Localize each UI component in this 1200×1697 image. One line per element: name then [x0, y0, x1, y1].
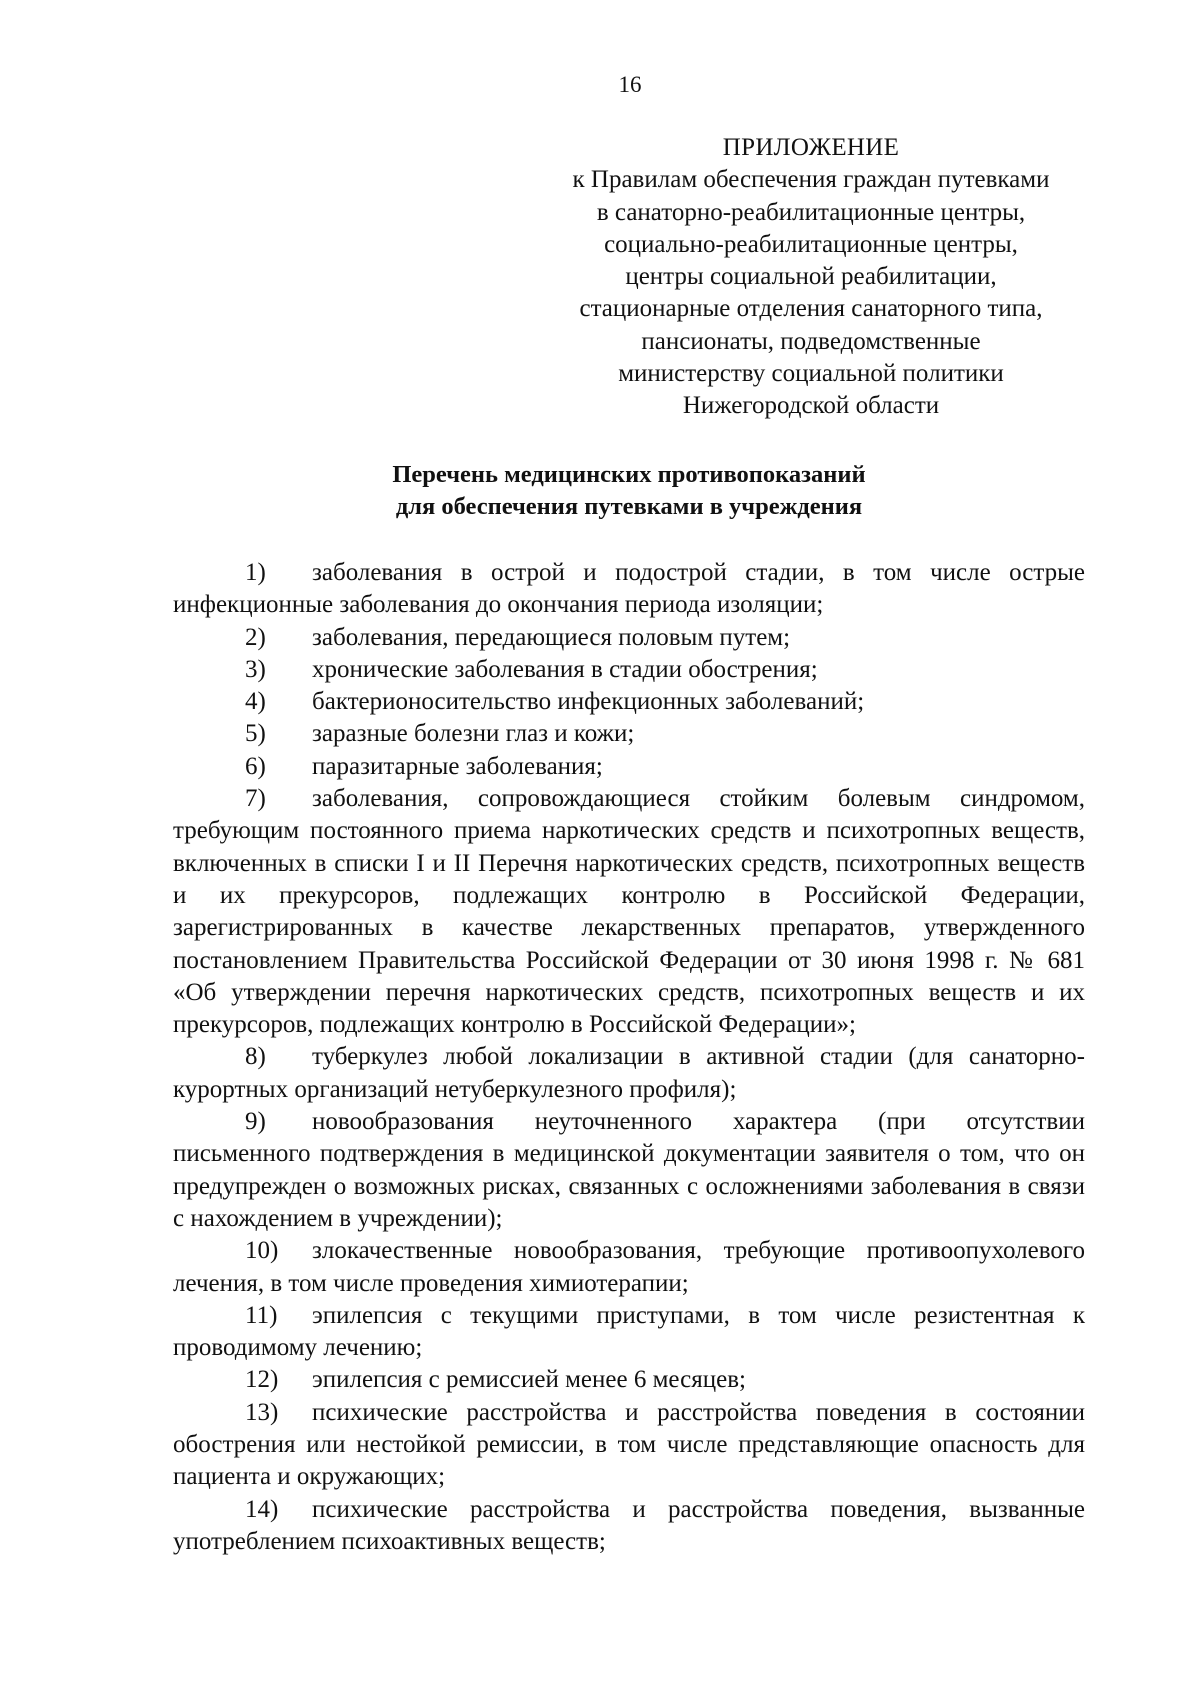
list-item: [173, 622, 1085, 654]
item-text: эпилепсия с текущими приступами, в том числе резистентная к проводимому лечению;: [173, 1301, 1085, 1362]
appendix-line: в санаторно-реабилитационные центры,: [596, 198, 1026, 226]
appendix-line: Нижегородской области: [682, 392, 940, 420]
item-text: злокачественные новообразования, требующие противоопухолевого лечения, в том числе проведения химиотерапии;: [173, 1237, 1085, 1297]
item-number: 11): [245, 1301, 278, 1329]
document-title: [173, 459, 1085, 523]
appendix-block: [540, 132, 1082, 423]
item-text: паразитарные заболевания;: [312, 752, 603, 780]
appendix-line: министерству социальной политики: [618, 360, 1004, 388]
list-item: [173, 1397, 1085, 1494]
item-number: 4): [245, 688, 266, 716]
item-text: заболевания, передающиеся половым путем;: [312, 623, 791, 651]
document-title-line: для обеспечения путевками в учреждения: [395, 493, 863, 520]
document-title-line: Перечень медицинских противопоказаний: [392, 461, 866, 488]
list-item: [173, 1041, 1085, 1106]
list-item: [173, 1106, 1085, 1235]
item-number: 9): [245, 1108, 266, 1136]
list-item: [173, 557, 1085, 622]
item-number: 7): [245, 785, 266, 813]
item-text: заразные болезни глаз и кожи;: [312, 720, 635, 748]
item-number: 5): [245, 720, 266, 748]
item-text: хронические заболевания в стадии обострения;: [312, 655, 818, 683]
appendix-line: пансионаты, подведомственные: [641, 327, 981, 355]
contraindications-list: [173, 557, 1085, 1558]
list-item: [173, 1494, 1085, 1559]
item-number: 3): [245, 655, 266, 683]
appendix-line: стационарные отделения санаторного типа,: [579, 295, 1043, 323]
list-item: [173, 654, 1085, 686]
item-number: 8): [245, 1043, 266, 1071]
item-text: психические расстройства и расстройства поведения в состоянии обострения или нестойкой ремиссии, в том числе представляющие опасность для пациента и окружающих;: [173, 1398, 1085, 1491]
item-number: 6): [245, 752, 266, 780]
item-number: 2): [245, 623, 266, 651]
list-item: [173, 686, 1085, 718]
list-item: [173, 1364, 1085, 1396]
list-item: [173, 1300, 1085, 1365]
item-text: заболевания в острой и подострой стадии, в том числе острые инфекционные заболевания до окончания периода изоляции;: [173, 559, 1085, 619]
item-text: заболевания, сопровождающиеся стойким болевым синдромом, требующим постоянного приема наркотических средств и психотропных веществ, включенных в списки I и II Перечня наркотических средств, психотропных веществ и их прекурсоров, подлежащих контролю в Российской Федерации, зарегистрированных в качестве лекарственных препаратов, утвержденного постановлением Правительства Российской Федерации от 30 июня 1998 г. № 681 «Об утверждении перечня наркотических средств, психотропных веществ и их прекурсоров, подлежащих контролю в Российской Федерации»;: [173, 785, 1085, 1039]
item-text: туберкулез любой локализации в активной стадии (для санаторно-курортных организаций нетуберкулезного профиля);: [173, 1043, 1085, 1103]
item-number: 14): [245, 1495, 279, 1523]
item-text: эпилепсия с ремиссией менее 6 месяцев;: [312, 1366, 746, 1394]
appendix-line: к Правилам обеспечения граждан путевками: [572, 166, 1050, 194]
page-number: 16: [618, 72, 642, 97]
item-text: психические расстройства и расстройства поведения, вызванные употреблением психоактивных веществ;: [173, 1495, 1085, 1555]
list-item: [173, 718, 1085, 750]
item-number: 12): [245, 1366, 279, 1394]
item-text: новообразования неуточненного характера (при отсутствии письменного подтверждения в медицинской документации заявителя о том, что он предупрежден о возможных рисках, связанных с осложнениями заболевания в связи с нахождением в учреждении);: [173, 1108, 1085, 1232]
item-text: бактерионосительство инфекционных заболеваний;: [312, 688, 865, 716]
list-item: [173, 783, 1085, 1041]
appendix-line: социально-реабилитационные центры,: [604, 230, 1018, 258]
item-number: 13): [245, 1398, 279, 1426]
list-item: [173, 1235, 1085, 1300]
item-number: 1): [245, 559, 266, 586]
list-item: [173, 751, 1085, 783]
item-number: 10): [245, 1237, 279, 1265]
appendix-title: ПРИЛОЖЕНИЕ: [722, 134, 900, 161]
appendix-line: центры социальной реабилитации,: [625, 263, 997, 291]
